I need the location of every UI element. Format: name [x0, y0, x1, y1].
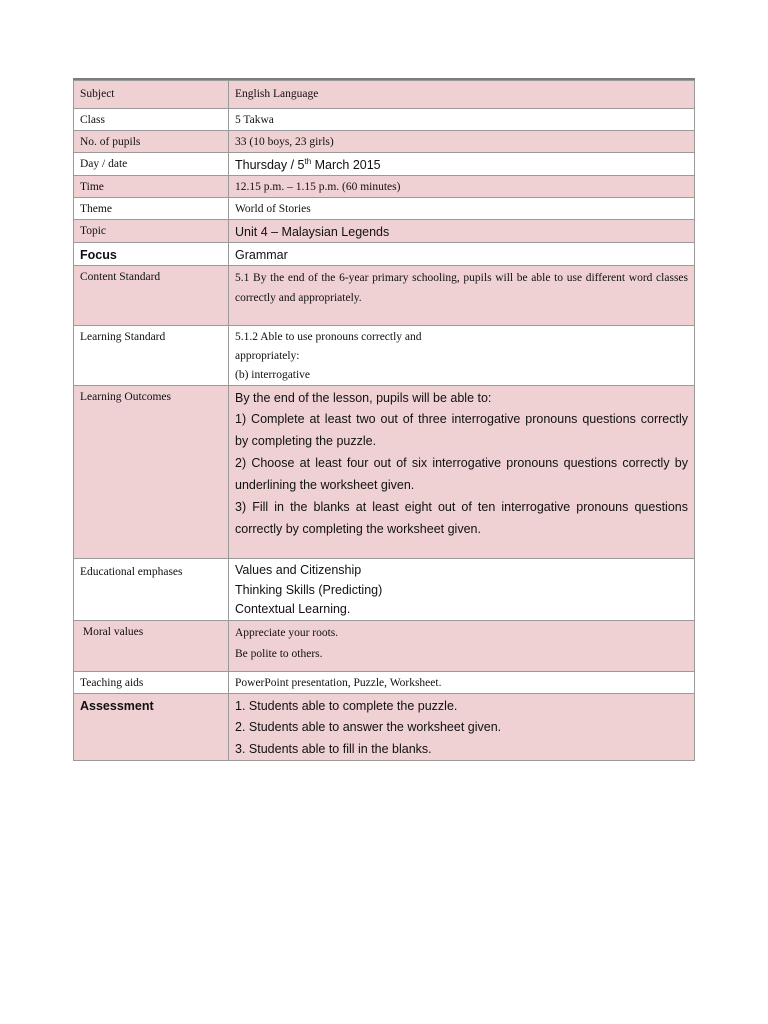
assessment-line: 2. Students able to answer the worksheet given.: [235, 720, 502, 734]
teaching-aids-label: Teaching aids: [74, 671, 229, 693]
pupils-value: 33 (10 boys, 23 girls): [229, 131, 695, 153]
row-subject: [74, 81, 695, 109]
educational-emphases-value: [229, 559, 695, 621]
educational-emphases-label: Educational emphases: [74, 559, 229, 621]
row-assessment: [74, 693, 695, 761]
assessment-value: [229, 693, 695, 761]
learning-outcomes-value: [229, 386, 695, 559]
assessment-line: 3. Students able to fill in the blanks.: [235, 741, 432, 756]
row-educational-emphases: [74, 559, 695, 621]
subject-label: Subject: [74, 81, 229, 109]
learning-outcomes-label: Learning Outcomes: [74, 386, 229, 559]
date-suffix: March 2015: [311, 158, 381, 172]
moral-values-label: Moral values: [74, 620, 229, 671]
moral-values-line: Be polite to others.: [235, 647, 323, 660]
learning-standard-line: 5.1.2 Able to use pronouns correctly and: [235, 331, 422, 343]
date-sup: th: [304, 156, 312, 166]
theme-value: World of Stories: [229, 198, 695, 220]
learning-standard-line: appropriately:: [235, 350, 300, 362]
educational-emphases-line: Thinking Skills (Predicting): [235, 582, 383, 597]
row-focus: [74, 243, 695, 266]
topic-value: Unit 4 – Malaysian Legends: [229, 220, 695, 243]
date-prefix: Thursday / 5: [235, 158, 305, 172]
row-content-standard: [74, 266, 695, 326]
assessment-label: Assessment: [74, 693, 229, 761]
teaching-aids-value: PowerPoint presentation, Puzzle, Worksheet.: [229, 671, 695, 693]
educational-emphases-line: Contextual Learning.: [235, 602, 351, 616]
learning-standard-value: [229, 326, 695, 386]
learning-outcomes-intro: By the end of the lesson, pupils will be able to:: [235, 391, 492, 405]
row-topic: [74, 220, 695, 243]
assessment-line: 1. Students able to complete the puzzle.: [235, 698, 458, 713]
moral-values-line: Appreciate your roots.: [235, 626, 339, 639]
learning-standard-label: Learning Standard: [74, 326, 229, 386]
subject-value: English Language: [229, 81, 695, 109]
pupils-label: No. of pupils: [74, 131, 229, 153]
educational-emphases-line: Values and Citizenship: [235, 563, 362, 577]
row-learning-standard: [74, 326, 695, 386]
row-date: [74, 153, 695, 176]
row-time: [74, 176, 695, 198]
focus-label: Focus: [74, 243, 229, 266]
row-class: [74, 109, 695, 131]
row-pupils: [74, 131, 695, 153]
learning-outcome-item: 1) Complete at least two out of three interrogative pronouns questions correctly by completing the puzzle.: [235, 412, 688, 448]
class-label: Class: [74, 109, 229, 131]
content-standard-label: Content Standard: [74, 266, 229, 326]
row-theme: [74, 198, 695, 220]
time-label: Time: [74, 176, 229, 198]
lesson-plan-table: [73, 80, 695, 761]
row-teaching-aids: [74, 671, 695, 693]
row-moral-values: [74, 620, 695, 671]
row-learning-outcomes: [74, 386, 695, 559]
topic-label: Topic: [74, 220, 229, 243]
time-value: 12.15 p.m. – 1.15 p.m. (60 minutes): [229, 176, 695, 198]
learning-outcome-item: 2) Choose at least four out of six interrogative pronouns questions correctly by underlining the worksheet given.: [235, 456, 688, 492]
focus-value: Grammar: [229, 243, 695, 266]
learning-standard-line: (b) interrogative: [235, 369, 311, 381]
class-value: 5 Takwa: [229, 109, 695, 131]
date-value: [229, 153, 695, 176]
date-label: Day / date: [74, 153, 229, 176]
theme-label: Theme: [74, 198, 229, 220]
content-standard-value: 5.1 By the end of the 6-year primary schooling, pupils will be able to use different word classes correctly and appropriately.: [229, 266, 695, 326]
moral-values-value: [229, 620, 695, 671]
learning-outcome-item: 3) Fill in the blanks at least eight out of ten interrogative pronouns questions correctly by completing the worksheet given.: [235, 500, 688, 536]
